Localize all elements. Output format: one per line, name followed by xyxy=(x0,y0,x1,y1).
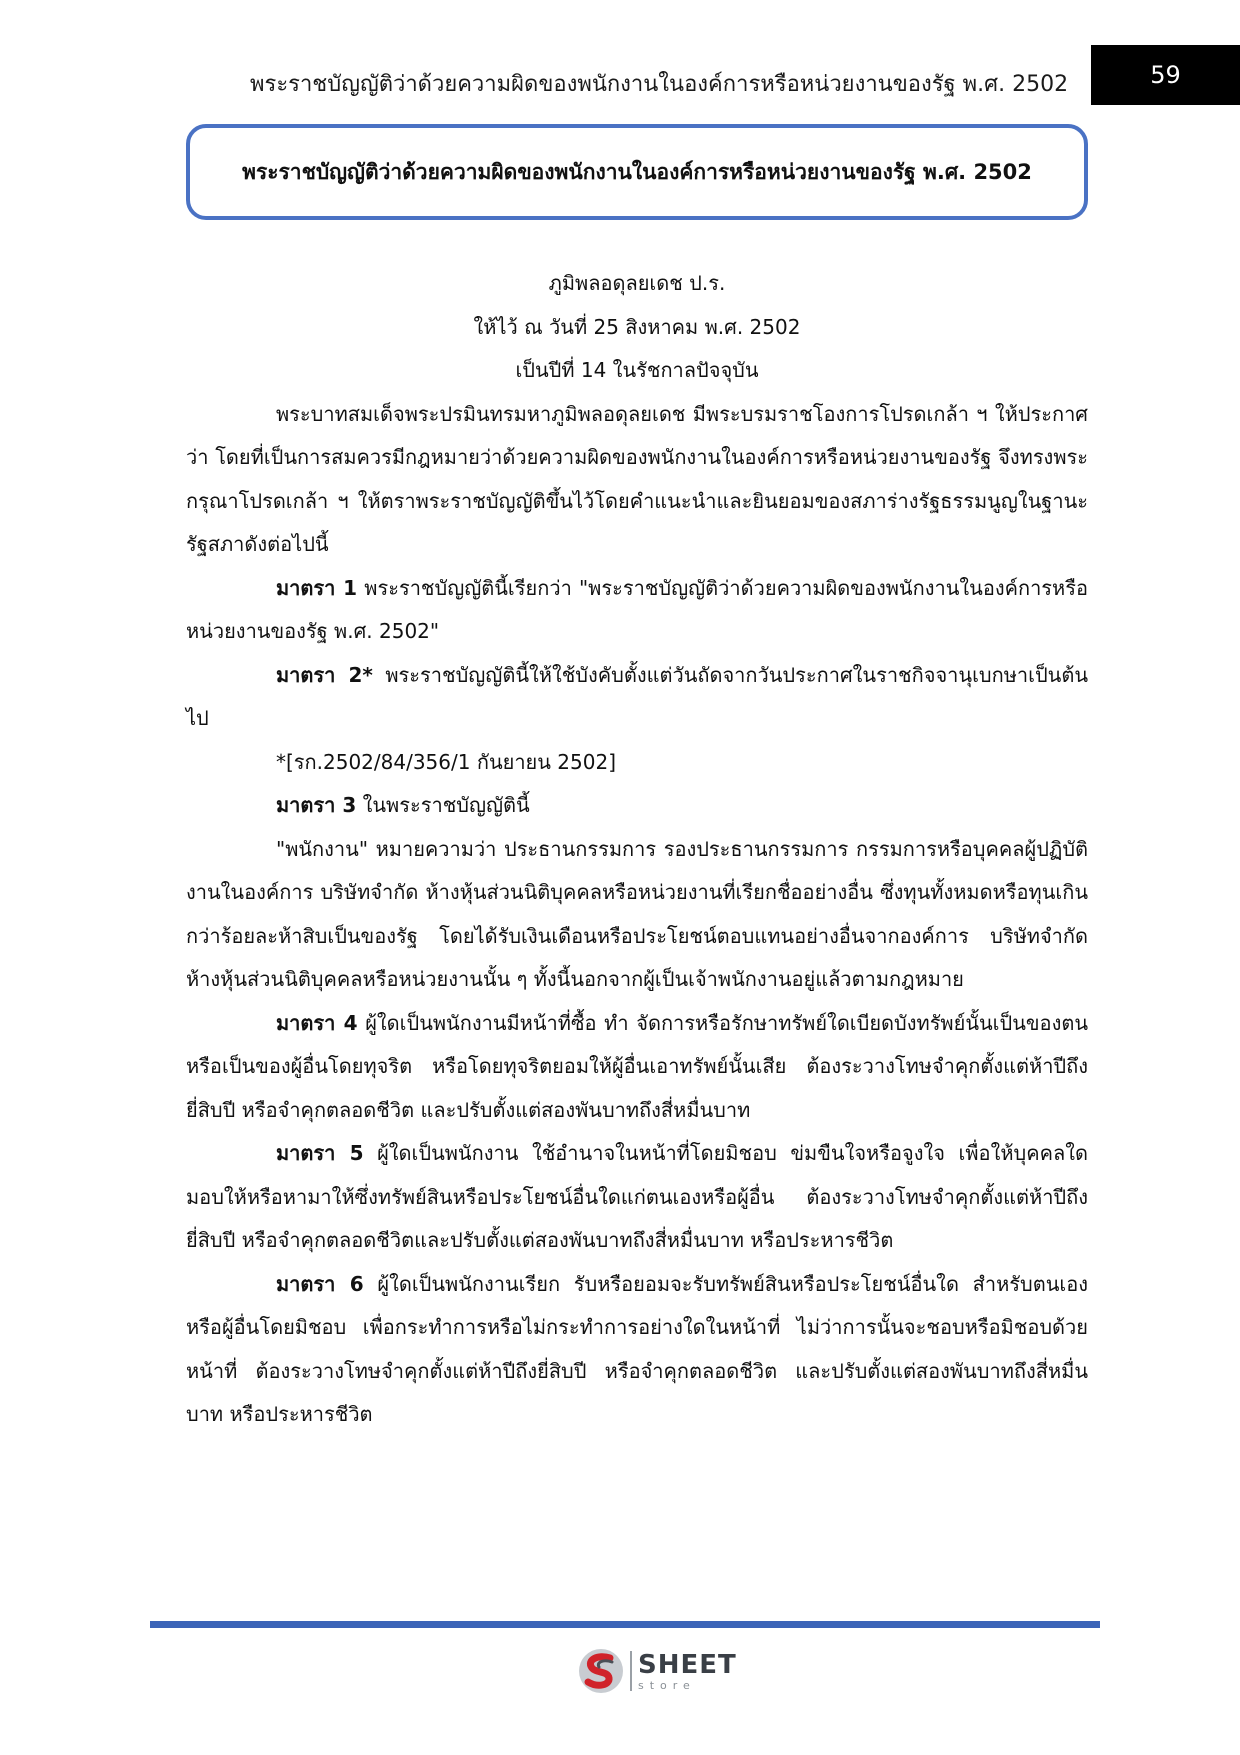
section-6-label: มาตรา 6 xyxy=(276,1271,364,1296)
sheet-store-logo xyxy=(576,1645,742,1697)
section-1-text: พระราชบัญญัตินี้เรียกว่า "พระราชบัญญัติว่าด้วยความผิดของพนักงานในองค์การหรือหน่วยงานของรัฐ พ.ศ. 2502" xyxy=(186,575,1088,643)
section-5 xyxy=(186,1132,1088,1263)
section-2-text: พระราชบัญญัตินี้ให้ใช้บังคับตั้งแต่วันถัดจากวันประกาศในราชกิจจานุเบกษาเป็นต้นไป xyxy=(186,662,1088,730)
given-date: ให้ไว้ ณ วันที่ 25 สิงหาคม พ.ศ. 2502 xyxy=(473,314,801,339)
section-4 xyxy=(186,1002,1088,1133)
footer-divider xyxy=(150,1621,1100,1628)
section-1-label: มาตรา 1 xyxy=(276,575,358,600)
section-5-label: มาตรา 5 xyxy=(276,1141,364,1165)
document-body xyxy=(186,262,1088,1437)
section-4-label: มาตรา 4 xyxy=(276,1010,358,1035)
header-title: พระราชบัญญัติว่าด้วยความผิดของพนักงานในองค์การหรือหน่วยงานของรัฐ พ.ศ. 2502 xyxy=(250,72,1069,97)
logo-text xyxy=(638,1649,737,1692)
reign-year: เป็นปีที่ 14 ในรัชกาลปัจจุบัน xyxy=(515,358,759,382)
act-title-box xyxy=(186,124,1088,220)
section-1 xyxy=(186,567,1088,654)
preamble: พระบาทสมเด็จพระปรมินทรมหาภูมิพลอดุลยเดช มีพระบรมราชโองการโปรดเกล้า ฯ ให้ประกาศว่า โดยที่เป็นการสมควรมีกฎหมายว่าด้วยความผิดของพนักงานในองค์การหรือหน่วยงานของรัฐ จึงทรงพระกรุณาโปรดเกล้า ฯ ให้ตราพระราชบัญญัติขึ้นไว้โดยคำแนะนำและยินยอมของสภาร่างรัฐธรรมนูญในฐานะรัฐสภาดังต่อไปนี้ xyxy=(186,401,1088,556)
section-3-definition: "พนักงาน" หมายความว่า ประธานกรรมการ รองประธานกรรมการ กรรมการหรือบุคคลผู้ปฏิบัติงานในองค์การ บริษัทจำกัด ห้างหุ้นส่วนนิติบุคคลหรือหน่วยงานที่เรียกชื่ออย่างอื่น ซึ่งทุนทั้งหมดหรือทุนเกินกว่าร้อยละห้าสิบเป็นของรัฐ โดยได้รับเงินเดือนหรือประโยชน์ตอบแทนอย่างอื่นจากองค์การ บริษัทจำกัดห้างหุ้นส่วนนิติบุคคลหรือหน่วยงานนั้น ๆ ทั้งนี้นอกจากผู้เป็นเจ้าพนักงานอยู่แล้วตามกฎหมาย xyxy=(186,836,1088,991)
section-2-note: *[รก.2502/84/356/1 กันยายน 2502] xyxy=(276,749,617,774)
section-6-text: ผู้ใดเป็นพนักงานเรียก รับหรือยอมจะรับทรัพย์สินหรือประโยชน์อื่นใด สำหรับตนเองหรือผู้อื่นโดยมิชอบ เพื่อกระทำการหรือไม่กระทำการอย่างใดในหน้าที่ ไม่ว่าการนั้นจะชอบหรือมิชอบด้วยหน้าที่ ต้องระวางโทษจำคุกตั้งแต่ห้าปีถึงยี่สิบปี หรือจำคุกตลอดชีวิต และปรับตั้งแต่สองพันบาทถึงสี่หมื่นบาท หรือประหารชีวิต xyxy=(186,1271,1088,1426)
section-3-text: ในพระราชบัญญัตินี้ xyxy=(356,793,530,817)
section-3 xyxy=(186,784,1088,828)
logo-word: SHEET xyxy=(638,1649,737,1680)
page-number-text: 59 xyxy=(1150,61,1181,89)
section-5-text: ผู้ใดเป็นพนักงาน ใช้อำนาจในหน้าที่โดยมิชอบ ข่มขืนใจหรือจูงใจ เพื่อให้บุคคลใดมอบให้หรือหามาให้ซึ่งทรัพย์สินหรือประโยชน์อื่นใดแก่ตนเองหรือผู้อื่น ต้องระวางโทษจำคุกตั้งแต่ห้าปีถึงยี่สิบปี หรือจำคุกตลอดชีวิตและปรับตั้งแต่สองพันบาทถึงสี่หมื่นบาท หรือประหารชีวิต xyxy=(186,1141,1088,1252)
section-2 xyxy=(186,654,1088,741)
section-2-label: มาตรา 2* xyxy=(276,662,373,687)
act-title: พระราชบัญญัติว่าด้วยความผิดของพนักงานในองค์การหรือหน่วยงานของรัฐ พ.ศ. 2502 xyxy=(242,159,1032,184)
royal-name: ภูมิพลอดุลยเดช ป.ร. xyxy=(548,271,726,295)
section-3-label: มาตรา 3 xyxy=(276,793,357,817)
page-number xyxy=(1091,45,1240,105)
logo-sub: store xyxy=(638,1678,696,1692)
section-4-text: ผู้ใดเป็นพนักงานมีหน้าที่ซื้อ ทำ จัดการหรือรักษาทรัพย์ใดเบียดบังทรัพย์นั้นเป็นของตนหรือเป็นของผู้อื่นโดยทุจริต หรือโดยทุจริตยอมให้ผู้อื่นเอาทรัพย์นั้นเสีย ต้องระวางโทษจำคุกตั้งแต่ห้าปีถึงยี่สิบปี หรือจำคุกตลอดชีวิต และปรับตั้งแต่สองพันบาทถึงสี่หมื่นบาท xyxy=(186,1010,1088,1122)
section-6 xyxy=(186,1263,1088,1437)
logo-separator xyxy=(630,1651,632,1691)
sheet-store-logo-icon xyxy=(576,1646,626,1696)
